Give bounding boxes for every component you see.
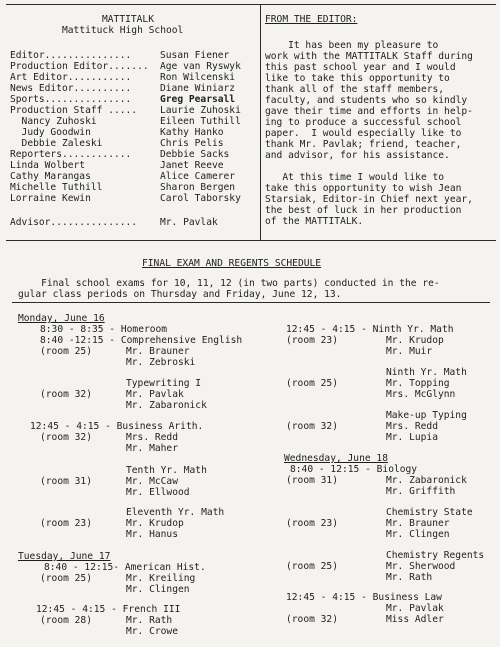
advisor-role: Advisor............... <box>10 217 138 228</box>
schedule-rule <box>12 302 490 303</box>
exam-proctor: Mr. Sherwood <box>386 561 456 572</box>
column-divider <box>260 4 261 240</box>
exam-proctor: Mr. Brauner <box>126 346 190 357</box>
staff-name: Debbie Sacks <box>160 149 230 160</box>
editor-line: of the MATTITALK. <box>265 216 364 227</box>
exam-proctor: Mr. Zabaronick <box>126 400 207 411</box>
exam-proctor: Mr. Pavlak <box>126 389 184 400</box>
exam-time: 8:40 - 12:15- American Hist. <box>44 562 206 573</box>
exam-proctor: Mrs. Redd <box>126 432 178 443</box>
staff-role: Cathy Marangas <box>10 171 91 182</box>
staff-name: Greg Pearsall <box>160 94 236 105</box>
exam-room: (room 25) <box>40 346 92 357</box>
exam-time: 12:45 - 4:15 - Business Arith. <box>30 421 204 432</box>
editor-line: ing to produce a successful school <box>265 117 462 128</box>
editor-line: thank Mr. Pavlak; friend, teacher, <box>265 139 462 150</box>
staff-role: Reporters............ <box>10 149 132 160</box>
editor-line: thank all of the staff members, <box>265 84 445 95</box>
staff-name: Diane Winiarz <box>160 83 236 94</box>
exam-proctor: Mr. Pavlak <box>386 603 444 614</box>
exam-time: 8:40 - 12:15 - Biology <box>290 464 418 475</box>
exam-time: 8:40 -12:15 - Comprehensive English <box>40 335 243 346</box>
exam-proctor: Mr. Brauner <box>386 518 450 529</box>
editor-line: At this time I would like to <box>265 172 445 183</box>
exam-subject: Eleventh Yr. Math <box>126 507 225 518</box>
staff-name: Susan Fiener <box>160 50 230 61</box>
editor-line: It has been my pleasure to <box>265 40 439 51</box>
staff-role: Sports............... <box>10 94 132 105</box>
exam-room: (room 25) <box>40 573 92 584</box>
exam-proctor: Mr. Clingen <box>386 529 450 540</box>
exam-proctor: Mr. Krudop <box>126 518 184 529</box>
editor-heading: FROM THE EDITOR: <box>265 14 358 25</box>
exam-room: (room 32) <box>286 421 338 432</box>
exam-proctor: Mrs. McGlynn <box>386 389 456 400</box>
exam-room: (room 25) <box>286 378 338 389</box>
exam-proctor: Mr. Muir <box>386 346 433 357</box>
editor-line: work with the MATTITALK Staff during <box>265 51 473 62</box>
exam-proctor: Mr. Clingen <box>126 584 190 595</box>
top-border <box>6 4 496 5</box>
exam-proctor: Mr. Zabaronick <box>386 475 467 486</box>
exam-proctor: Mr. Ellwood <box>126 487 190 498</box>
exam-proctor: Mrs. Redd <box>386 421 438 432</box>
schedule-intro-line: Final school exams for 10, 11, 12 (in two parts) conducted in the re- <box>18 278 440 289</box>
exam-proctor: Mr. Rath <box>126 615 173 626</box>
editor-line: take this opportunity to wish Jean <box>265 183 462 194</box>
editor-line: this past school year and I would <box>265 62 456 73</box>
staff-name: Sharon Bergen <box>160 182 236 193</box>
masthead-school: Mattituck High School <box>62 25 184 36</box>
staff-role: Production Editor....... <box>10 61 149 72</box>
exam-time: 12:45 - 4:15 - French III <box>36 604 181 615</box>
exam-proctor: Mr. Griffith <box>386 486 456 497</box>
staff-name: Eileen Tuthill <box>160 116 241 127</box>
day-heading: Wednesday, June 18 <box>284 453 388 464</box>
editor-line: paper. I would especially like to <box>265 128 462 139</box>
staff-role: Lorraine Kewin <box>10 193 91 204</box>
exam-proctor: Miss Adler <box>386 614 444 625</box>
schedule-heading: FINAL EXAM AND REGENTS SCHEDULE <box>142 258 322 269</box>
staff-role: Production Staff ..... <box>10 105 138 116</box>
exam-subject: Chemistry State <box>386 507 473 518</box>
staff-role: Editor............... <box>10 50 132 61</box>
editor-line: faculty, and students who so kindly <box>265 95 468 106</box>
editor-line: Starsiak, Editor-in Chief next year, <box>265 194 473 205</box>
exam-proctor: Mr. Crowe <box>126 626 178 637</box>
exam-proctor: Mr. Topping <box>386 378 450 389</box>
exam-proctor: Mr. Krudop <box>386 335 444 346</box>
staff-name: Janet Reeve <box>160 160 224 171</box>
exam-subject: Ninth Yr. Math <box>386 367 467 378</box>
exam-proctor: Mr. McCaw <box>126 476 178 487</box>
staff-role: Michelle Tuthill <box>10 182 103 193</box>
schedule-intro-line: gular class periods on Thursday and Friday, June 12, 13. <box>18 289 342 300</box>
staff-role: Linda Wolbert <box>10 160 86 171</box>
exam-proctor: Mr. Lupia <box>386 432 438 443</box>
exam-room: (room 28) <box>40 615 92 626</box>
exam-room: (room 23) <box>40 518 92 529</box>
day-heading: Tuesday, June 17 <box>18 551 111 562</box>
exam-room: (room 31) <box>40 476 92 487</box>
staff-role: Debbie Zaleski <box>10 138 103 149</box>
exam-subject: Make-up Typing <box>386 410 467 421</box>
editor-line: the best of luck in her production <box>265 205 462 216</box>
editor-line: and advisor, for his assistance. <box>265 150 450 161</box>
staff-role: News Editor.......... <box>10 83 132 94</box>
staff-name: Carol Taborsky <box>160 193 241 204</box>
staff-name: Chris Pelis <box>160 138 224 149</box>
exam-time: 12:45 - 4:15 - Business Law <box>286 592 442 603</box>
exam-subject: Tenth Yr. Math <box>126 465 207 476</box>
masthead-title: MATTITALK <box>102 14 154 25</box>
staff-name: Kathy Hanko <box>160 127 224 138</box>
advisor-name: Mr. Pavlak <box>160 217 218 228</box>
exam-proctor: Mr. Zebroski <box>126 357 196 368</box>
staff-role: Art Editor........... <box>10 72 132 83</box>
exam-time: 8:30 - 8:35 - Homeroom <box>40 324 168 335</box>
staff-role: Judy Goodwin <box>10 127 91 138</box>
exam-proctor: Mr. Hanus <box>126 529 178 540</box>
editor-line: like to take this opportunity to <box>265 73 450 84</box>
staff-name: Laurie Zuhoski <box>160 105 241 116</box>
exam-room: (room 31) <box>286 475 338 486</box>
exam-proctor: Mr. Kreiling <box>126 573 196 584</box>
staff-name: Ron Wilcenski <box>160 72 236 83</box>
exam-proctor: Mr. Rath <box>386 572 433 583</box>
day-heading: Monday, June 16 <box>18 313 105 324</box>
staff-name: Age van Ryswyk <box>160 61 241 72</box>
exam-room: (room 23) <box>286 335 338 346</box>
exam-room: (room 32) <box>40 432 92 443</box>
exam-room: (room 23) <box>286 518 338 529</box>
staff-name: Alice Camerer <box>160 171 236 182</box>
staff-role: Nancy Zuhoski <box>10 116 97 127</box>
middle-border <box>6 240 496 241</box>
exam-room: (room 25) <box>286 561 338 572</box>
exam-room: (room 32) <box>40 389 92 400</box>
exam-time: 12:45 - 4:15 - Ninth Yr. Math <box>286 324 454 335</box>
exam-subject: Typewriting I <box>126 378 202 389</box>
exam-room: (room 32) <box>286 614 338 625</box>
editor-line: gave their time and efforts in help- <box>265 106 473 117</box>
exam-proctor: Mr. Maher <box>126 443 178 454</box>
exam-subject: Chemistry Regents <box>386 550 485 561</box>
